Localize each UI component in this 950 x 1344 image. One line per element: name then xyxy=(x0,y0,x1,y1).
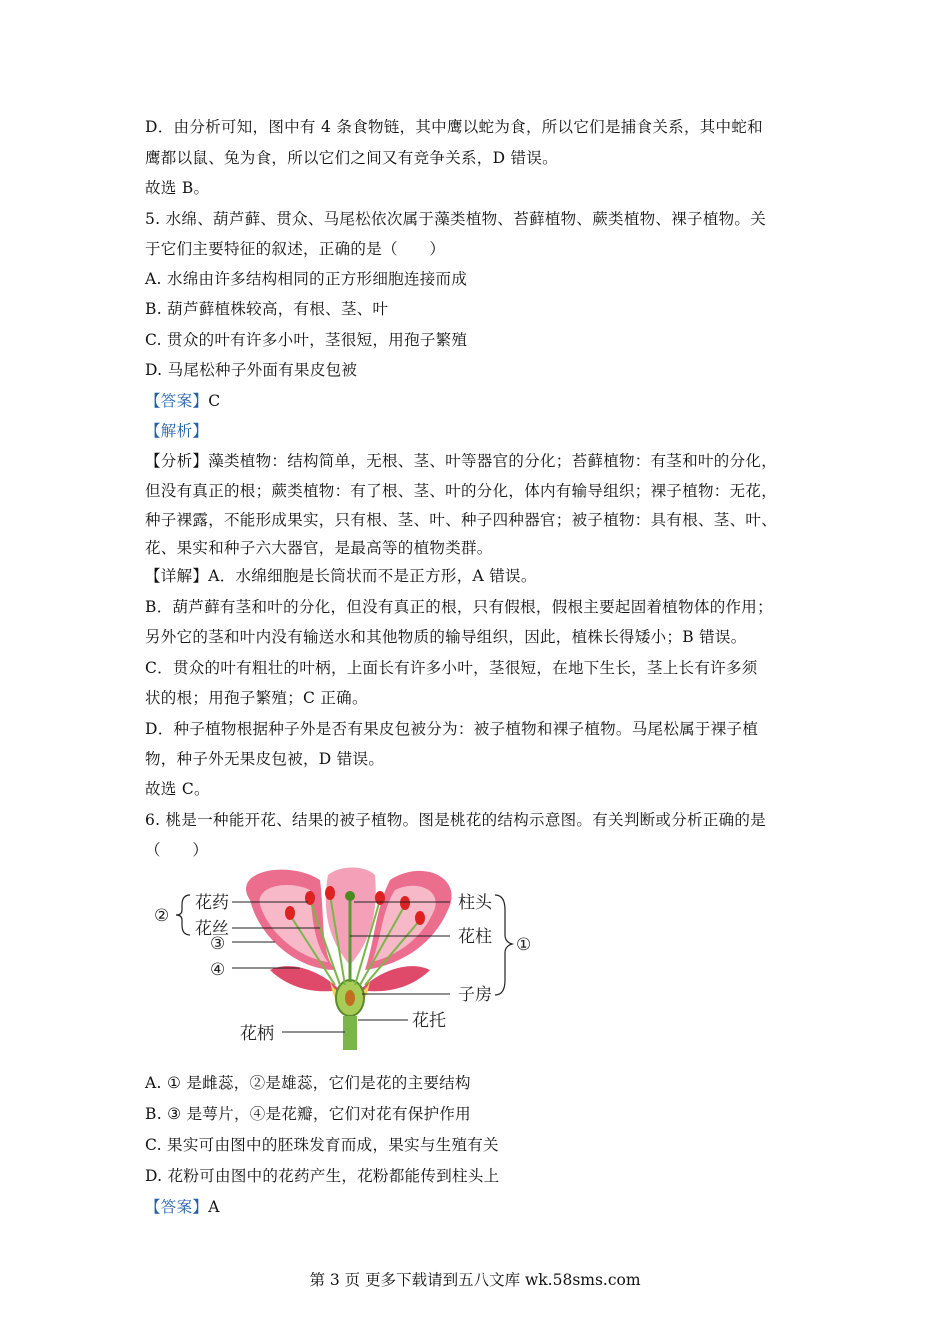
brace-right xyxy=(495,895,512,995)
label-anther: 花药 xyxy=(195,893,229,913)
pedicel xyxy=(343,1016,357,1050)
text-line: 故选 B。 xyxy=(145,179,210,197)
label-stigma: 柱头 xyxy=(458,893,492,913)
fenxi-line: 花、果实和种子六大器官，是最高等的植物类群。 xyxy=(145,539,493,557)
option-a: A. 水绵由许多结构相同的正方形细胞连接而成 xyxy=(145,270,468,288)
sepal-left xyxy=(270,966,340,991)
answer-5 xyxy=(145,391,220,411)
label-receptacle: 花托 xyxy=(412,1011,446,1031)
label-style: 花柱 xyxy=(458,927,492,947)
ovule xyxy=(345,990,355,1006)
option-c: C. 贯众的叶有许多小叶，茎很短，用孢子繁殖 xyxy=(145,331,468,349)
question-6-stem: （ ） xyxy=(145,841,209,859)
xiangjie-line xyxy=(145,566,537,586)
fenxi-line: 种子裸露，不能形成果实，只有根、茎、叶、种子四种器官；被子植物：具有根、茎、叶、 xyxy=(145,511,778,529)
fenxi-line: 但没有真正的根；蕨类植物：有了根、茎、叶的分化，体内有输导组织；裸子植物：无花， xyxy=(145,482,778,500)
label-three: ③ xyxy=(210,934,226,954)
analysis-tag: 【解析】 xyxy=(145,422,209,440)
fenxi-tag: 【分析】 xyxy=(145,452,209,470)
answer-tag: 【答案】 xyxy=(145,1198,209,1216)
page-footer: 第 3 页 更多下载请到五八文库 wk.58sms.com xyxy=(309,1271,641,1289)
label-four: ④ xyxy=(210,960,226,980)
xiangjie-line: B．葫芦藓有茎和叶的分化，但没有真正的根，只有假根，假根主要起固着植物体的作用； xyxy=(145,598,773,616)
peach-flower-diagram xyxy=(150,860,550,1060)
text-line: D．由分析可知，图中有 4 条食物链，其中鹰以蛇为食，所以它们是捕食关系，其中蛇和 xyxy=(145,118,763,136)
answer-value: A xyxy=(208,1198,220,1216)
label-ovary: 子房 xyxy=(458,985,492,1005)
question-5-stem: 于它们主要特征的叙述，正确的是（ ） xyxy=(145,240,446,258)
analysis-5 xyxy=(145,421,208,441)
xiangjie-line: 故选 C。 xyxy=(145,780,210,798)
answer-value: C xyxy=(208,392,221,410)
xiangjie-line: D．种子植物根据种子外是否有果皮包被分为：被子植物和裸子植物。马尾松属于裸子植 xyxy=(145,720,759,738)
xiangjie-line: 状的根；用孢子繁殖；C 正确。 xyxy=(145,689,368,707)
fenxi-text: 藻类植物：结构简单，无根、茎、叶等器官的分化；苔藓植物：有茎和叶的分化， xyxy=(208,452,778,470)
label-pedicel: 花柄 xyxy=(240,1024,274,1044)
option-d: D. 马尾松种子外面有果皮包被 xyxy=(145,361,358,379)
label-filament: 花丝 xyxy=(195,919,229,939)
xiangjie-line: C．贯众的叶有粗壮的叶柄，上面长有许多小叶，茎很短，在地下生长，茎上长有许多须 xyxy=(145,659,758,677)
q6-option-b: B. ③ 是萼片，④是花瓣，它们对花有保护作用 xyxy=(145,1105,471,1123)
q6-option-c: C. 果实可由图中的胚珠发育而成，果实与生殖有关 xyxy=(145,1136,499,1154)
label-one: ① xyxy=(516,935,532,955)
stigma xyxy=(345,891,355,901)
question-5-stem: 5. 水绵、葫芦藓、贯众、马尾松依次属于藻类植物、苔藓植物、蕨类植物、裸子植物。关 xyxy=(145,210,767,228)
brace-left xyxy=(176,895,190,935)
text-line: 鹰都以鼠、兔为食，所以它们之间又有竞争关系，D 错误。 xyxy=(145,149,558,167)
xiangjie-text: A．水绵细胞是长筒状而不是正方形，A 错误。 xyxy=(208,567,537,585)
option-b: B. 葫芦藓植株较高，有根、茎、叶 xyxy=(145,300,389,318)
fenxi-line xyxy=(145,451,777,471)
xiangjie-line: 另外它的茎和叶内没有输送水和其他物质的输导组织，因此，植株长得矮小；B 错误。 xyxy=(145,628,747,646)
answer-6 xyxy=(145,1197,220,1217)
question-6-stem: 6. 桃是一种能开花、结果的被子植物。图是桃花的结构示意图。有关判断或分析正确的是 xyxy=(145,811,767,829)
q6-option-d: D. 花粉可由图中的花药产生，花粉都能传到柱头上 xyxy=(145,1167,500,1185)
label-two: ② xyxy=(154,906,170,926)
xiangjie-tag: 【详解】 xyxy=(145,567,209,585)
q6-option-a: A. ① 是雌蕊，②是雄蕊，它们是花的主要结构 xyxy=(145,1074,471,1092)
xiangjie-line: 物，种子外无果皮包被，D 错误。 xyxy=(145,750,385,768)
answer-tag: 【答案】 xyxy=(145,392,209,410)
